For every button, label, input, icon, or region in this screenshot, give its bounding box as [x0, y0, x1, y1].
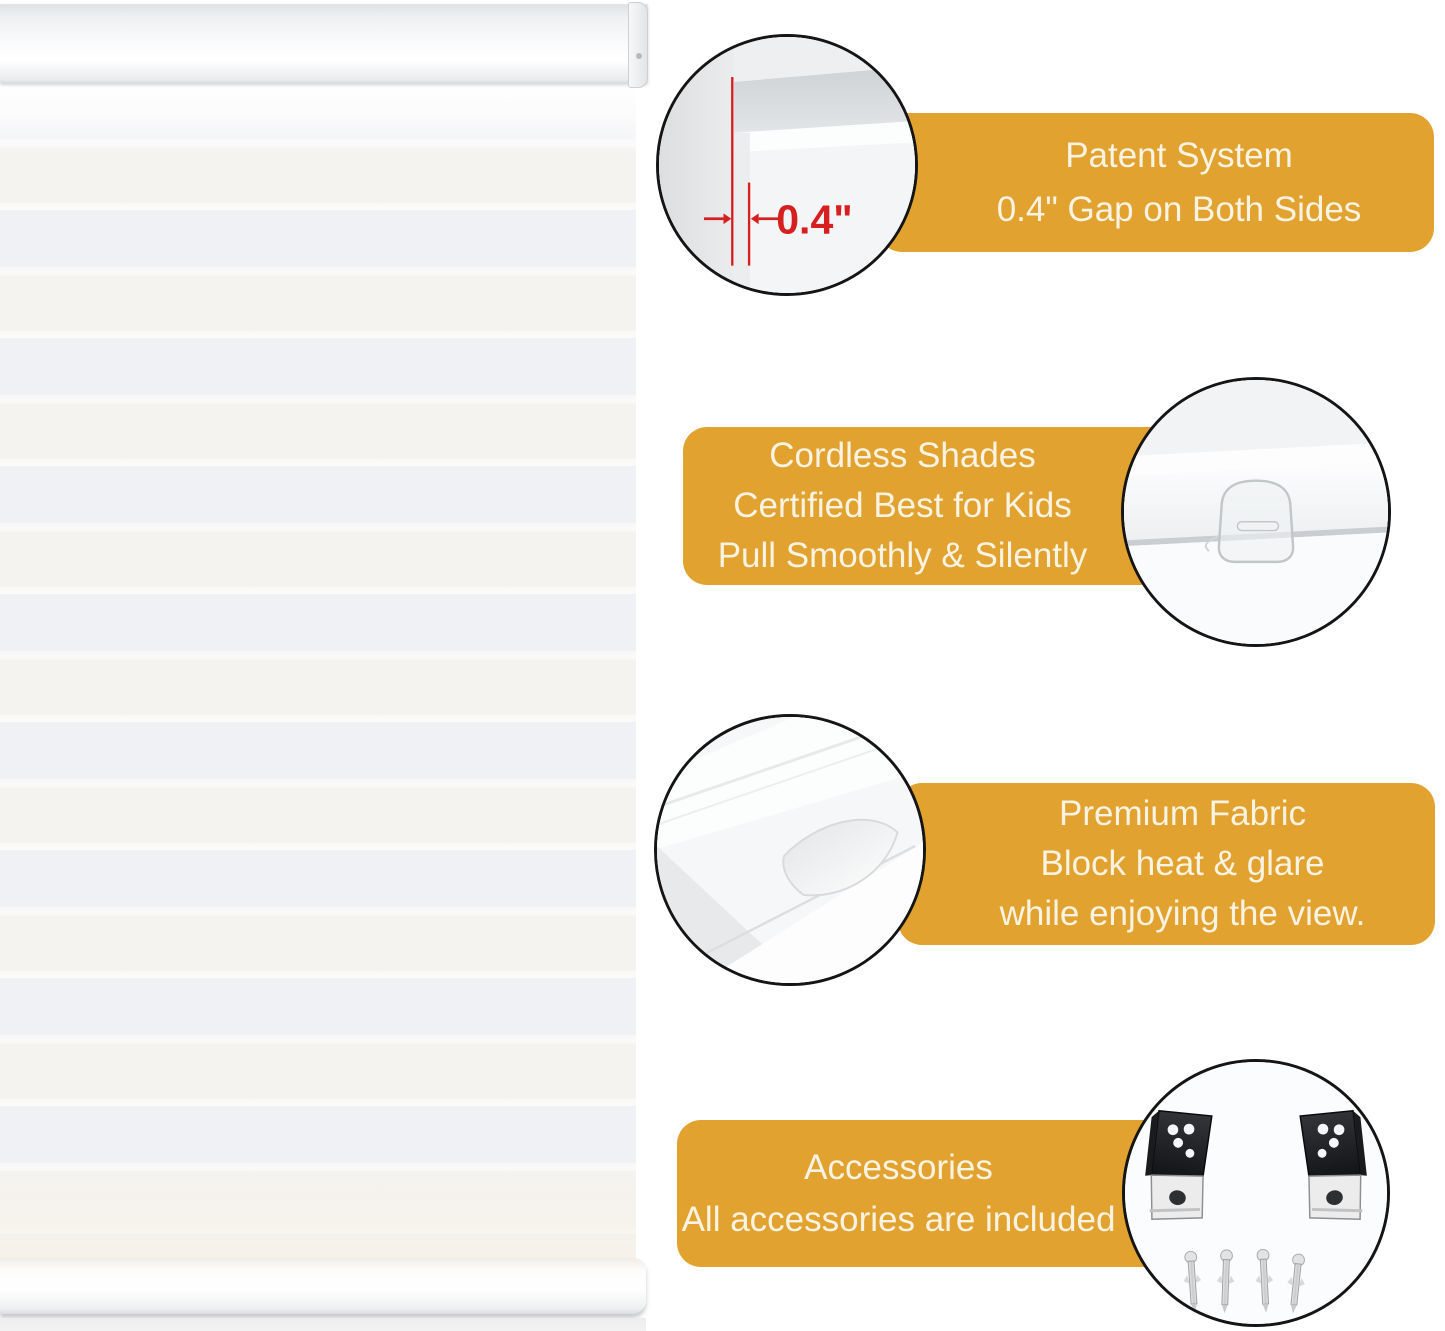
banner-line: while enjoying the view.: [999, 894, 1366, 933]
shade-headrail: [0, 4, 648, 83]
feature-banner-patent-gap: [878, 113, 1434, 252]
gap-closeup-circle: [656, 34, 918, 296]
mounting-brackets-and-screws-image: [1125, 1062, 1387, 1324]
window-frame-area: [659, 37, 734, 293]
shade-fabric: [0, 82, 636, 1260]
bottom-rail-pull-tab-closeup-image: [1124, 380, 1388, 644]
banner-line: Pull Smoothly & Silently: [717, 536, 1088, 575]
banner-line: Certified Best for Kids: [733, 486, 1072, 525]
roller-shade-photo: [0, 0, 648, 1331]
gap-measure-line-outer: [731, 77, 733, 266]
banner-line: All accessories are included: [681, 1199, 1116, 1239]
accessories-closeup-circle: [1122, 1059, 1390, 1327]
bottom-rail-shadow: [0, 1318, 646, 1331]
banner-line: Patent System: [1065, 135, 1293, 175]
end-cap-screw: [636, 53, 642, 59]
gap-measure-line-inner: [748, 183, 750, 266]
banner-line: Premium Fabric: [1059, 794, 1306, 833]
fabric-closeup-circle: [654, 714, 926, 986]
cordless-closeup-circle: [1121, 377, 1391, 647]
pull-tab-slot: [1237, 522, 1278, 531]
banner-line: Accessories: [804, 1147, 993, 1187]
banner-line: Cordless Shades: [769, 436, 1036, 475]
shade-corner-gap-closeup-image: [659, 37, 915, 293]
headrail-end-cap: [628, 2, 648, 88]
feature-banner-premium-fabric: [898, 783, 1435, 945]
banner-line: Block heat & glare: [1040, 844, 1325, 883]
gap-measurement-label: 0.4": [776, 196, 853, 243]
shade-bottom-rail: [0, 1258, 646, 1314]
fabric-fold-closeup-image: [657, 717, 923, 983]
banner-line: 0.4" Gap on Both Sides: [996, 189, 1362, 229]
